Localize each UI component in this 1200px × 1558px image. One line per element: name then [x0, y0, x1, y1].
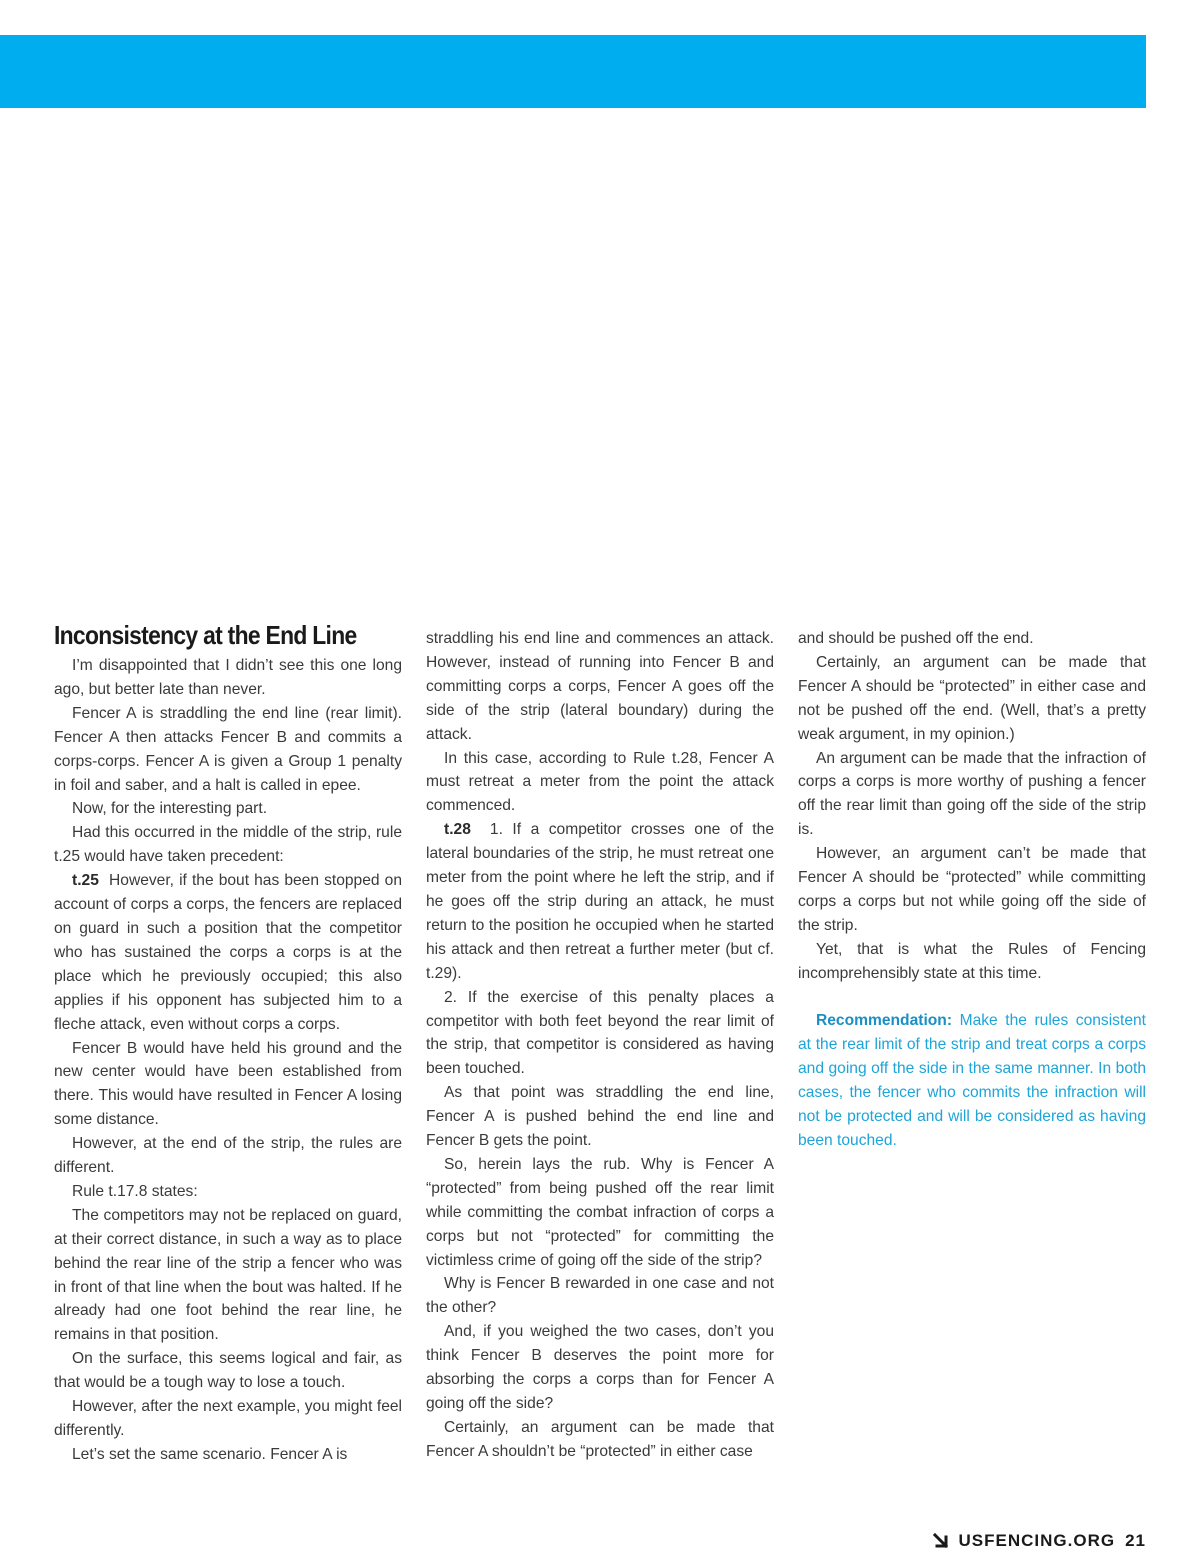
header-banner	[0, 35, 1146, 108]
paragraph: I’m disappointed that I didn’t see this one long ago, but better late than never.	[54, 657, 402, 698]
paragraph: However, an argument can’t be made that Fencer A should be “protected” while committing corps a corps but not while going off the side of the strip.	[798, 845, 1146, 934]
paragraph: Certainly, an argument can be made that Fencer A should be “protected” in either case and not be pushed off the end. (Well, that’s a pretty weak argument, in my opinion.)	[798, 653, 1146, 743]
article-title: Inconsistency at the End Line	[54, 620, 357, 650]
paragraph: Fencer A is straddling the end line (rear limit). Fencer A then attacks Fencer B and commits a corps-corps. Fencer A is given a Group 1 penalty in foil and saber, and a halt is called in epee.	[54, 704, 402, 794]
page-footer	[933, 1531, 1146, 1551]
rule-paragraph	[426, 818, 774, 985]
rule-text: However, if the bout has been stopped on account of corps a corps, the fencers are replaced on guard in such a position that the competitor who has sustained the corps a corps is at the place which he previously occupied; this also applies if his opponent has subjected him to a fleche attack, even without corps a corps.	[54, 872, 402, 1033]
paragraph: However, after the next example, you might feel differently.	[54, 1398, 402, 1439]
paragraph: As that point was straddling the end line, Fencer A is pushed behind the end line and Fencer B gets the point.	[426, 1084, 774, 1150]
paragraph: The competitors may not be replaced on guard, at their correct distance, in such a way as to place behind the rear line of the strip a fencer who was in front of that line when the bout was halted. If he already had one foot behind the rear line, he remains in that position.	[54, 1206, 402, 1344]
rule-paragraph	[54, 869, 402, 1036]
site-url[interactable]: USFENCING.ORG	[958, 1531, 1116, 1550]
page-number: 21	[1125, 1531, 1146, 1550]
paragraph: An argument can be made that the infraction of corps a corps is more worthy of pushing a fencer off the rear limit than going off the side of the strip is.	[798, 749, 1146, 839]
rule-label: t.28	[444, 821, 471, 839]
paragraph: Now, for the interesting part.	[72, 800, 268, 818]
paragraph: Rule t.17.8 states:	[72, 1182, 198, 1200]
paragraph: Yet, that is what the Rules of Fencing incomprehensibly state at this time.	[798, 940, 1146, 982]
paragraph: In this case, according to Rule t.28, Fencer A must retreat a meter from the point the attack commenced.	[426, 749, 774, 815]
recommendation	[798, 1009, 1146, 1152]
paragraph: Had this occurred in the middle of the strip, rule t.25 would have taken precedent:	[54, 824, 402, 866]
rule-text: 1. If a competitor crosses one of the lateral boundaries of the strip, he must retreat one meter from the point where he left the strip, and if he goes off the strip during an attack, he must return to the position he occupied when he started his attack and then retreat a further meter (but cf. t.29).	[426, 821, 774, 982]
article-column-3	[798, 627, 1146, 1153]
paragraph: Fencer B would have held his ground and the new center would have been established from there. This would have resulted in Fencer A losing some distance.	[54, 1039, 402, 1129]
paragraph: Why is Fencer B rewarded in one case and not the other?	[426, 1275, 774, 1317]
paragraph: and should be pushed off the end.	[798, 630, 1034, 647]
paragraph: However, at the end of the strip, the rules are different.	[54, 1135, 402, 1177]
recommendation-label: Recommendation:	[816, 1012, 953, 1030]
recommendation-text: Make the rules consistent at the rear limit of the strip and treat corps a corps and going off the side in the same manner. In both cases, the fencer who commits the infraction will not be protected and will be considered as having been touched.	[798, 1012, 1146, 1150]
article-column-2	[426, 627, 774, 1464]
paragraph: 2. If the exercise of this penalty places a competitor with both feet beyond the rear limit of the strip, that competitor is considered as having been touched.	[426, 988, 774, 1078]
paragraph: And, if you weighed the two cases, don’t you think Fencer B deserves the point more for absorbing the corps a corps than for Fencer A going off the side?	[426, 1323, 774, 1412]
rule-label: t.25	[72, 872, 99, 890]
paragraph: straddling his end line and commences an attack. However, instead of running into Fencer B and committing corps a corps, Fencer A goes off the side of the strip (lateral boundary) during the attack.	[426, 630, 774, 743]
paragraph: Certainly, an argument can be made that Fencer A shouldn’t be “protected” in either case	[426, 1418, 774, 1460]
paragraph: Let’s set the same scenario. Fencer A is	[72, 1445, 348, 1463]
article-column-1	[54, 620, 402, 1467]
arrow-down-right-icon	[933, 1533, 949, 1549]
paragraph: So, herein lays the rub. Why is Fencer A “protected” from being pushed off the rear limit while committing the combat infraction of corps a corps but not “protected” for committing the victimless crime of going off the side of the strip?	[426, 1155, 774, 1269]
paragraph: On the surface, this seems logical and fair, as that would be a tough way to lose a touch.	[54, 1350, 402, 1392]
